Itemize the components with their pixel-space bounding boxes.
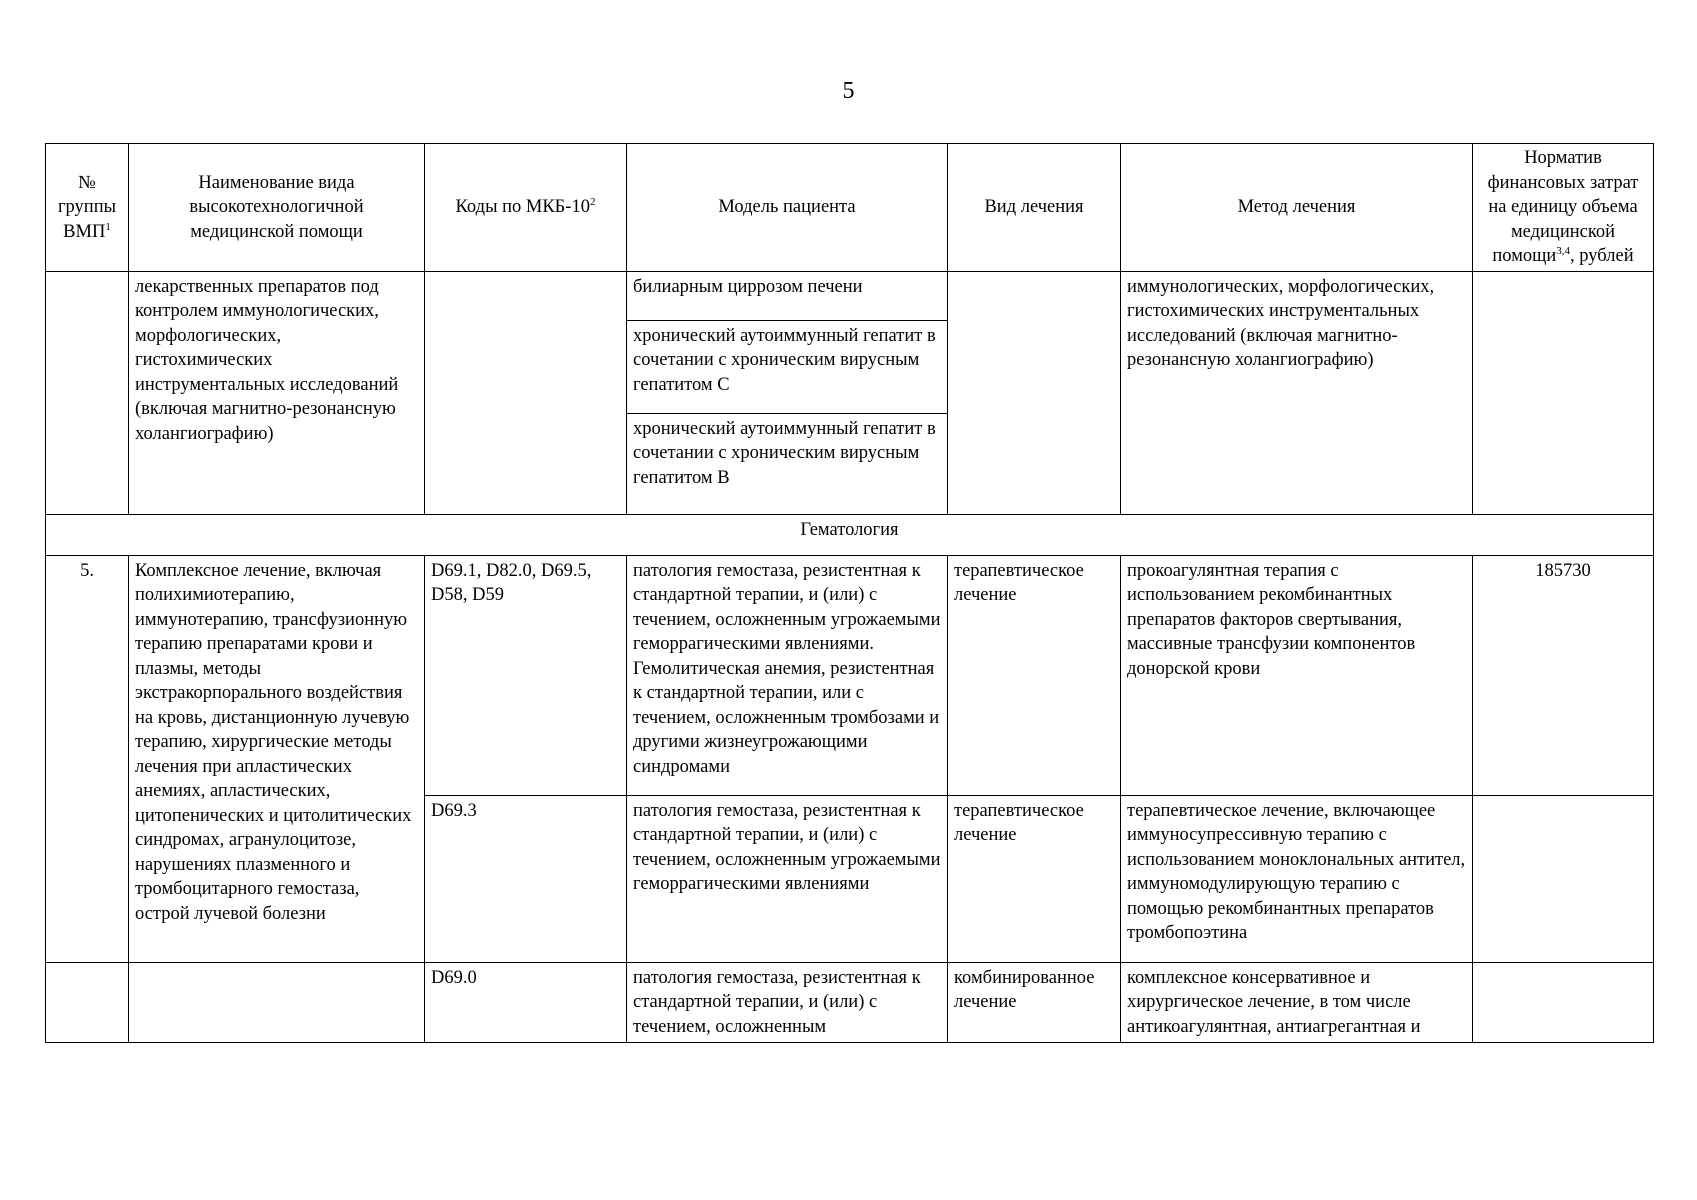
cell-care-name: Комплексное лечение, включая полихимиотерапию, иммунотерапию, трансфузионную терапию препаратами крови и плазмы, методы экстракорпорального воздействия на кровь, дистанционную лучевую терапию, хирургические методы лечения при апластических анемиях, апластических, цитопенических и цитолитических синдромах, агранулоцитозе, нарушениях плазменного и тромбоцитарного гемостаза, острой лучевой болезни bbox=[129, 555, 425, 962]
footnote-3-4: 3,4 bbox=[1556, 244, 1571, 257]
cell-norm bbox=[1473, 795, 1654, 962]
cell-patient-model: билиарным циррозом печени bbox=[627, 271, 948, 320]
cell-care-name bbox=[129, 962, 425, 1043]
cell-treatment-method: комплексное консервативное и хирургическое лечение, в том числе антикоагулянтная, антиагрегантная и bbox=[1121, 962, 1473, 1043]
footnote-1: 1 bbox=[105, 220, 111, 233]
cell-treatment-type: терапевтическое лечение bbox=[948, 555, 1121, 795]
cell-treatment-type bbox=[948, 271, 1121, 514]
header-patient-model: Модель пациента bbox=[627, 144, 948, 272]
table-header-row bbox=[46, 144, 1654, 272]
cell-group-number: 5. bbox=[46, 555, 129, 962]
table-row bbox=[46, 962, 1654, 1043]
header-group-word: группы bbox=[57, 197, 117, 217]
cell-group-number bbox=[46, 962, 129, 1043]
header-norm-text: Норматив финансовых затрат на единицу объема медицинской помощи bbox=[1487, 148, 1639, 266]
header-group-number bbox=[46, 144, 129, 272]
cell-codes: D69.0 bbox=[425, 962, 627, 1043]
cell-codes: D69.1, D82.0, D69.5, D58, D59 bbox=[425, 555, 627, 795]
cell-norm bbox=[1473, 271, 1654, 514]
cell-treatment-type: комбинированное лечение bbox=[948, 962, 1121, 1043]
vmp-table bbox=[45, 143, 1654, 1043]
page-number: 5 bbox=[842, 78, 855, 104]
cell-codes: D69.3 bbox=[425, 795, 627, 962]
footnote-2: 2 bbox=[589, 195, 596, 208]
header-care-name-text: Наименование вида высокотехнологичной медицинской помощи bbox=[189, 172, 364, 242]
cell-treatment-method: прокоагулянтная терапия с использованием рекомбинантных препаратов факторов свертывания, массивные трансфузии компонентов донорской крови bbox=[1121, 555, 1473, 795]
cell-patient-model: хронический аутоиммунный гепатит в сочетании с хроническим вирусным гепатитом С bbox=[627, 320, 948, 413]
header-norm-unit: , рублей bbox=[1570, 246, 1634, 266]
cell-patient-model: патология гемостаза, резистентная к стандартной терапии, и (или) с течением, осложненным угрожаемыми геморрагическими явлениями bbox=[627, 795, 948, 962]
cell-treatment-method: терапевтическое лечение, включающее иммуносупрессивную терапию с использованием моноклональных антител, иммуномодулирующую терапию с помощью рекомбинантных препаратов тромбопоэтина bbox=[1121, 795, 1473, 962]
cell-treatment-method: иммунологических, морфологических, гистохимических инструментальных исследований (включая магнитно-резонансную холангиографию) bbox=[1121, 271, 1473, 514]
cell-care-name: лекарственных препаратов под контролем иммунологических, морфологических, гистохимических инструментальных исследований (включая магнитно-резонансную холангиографию) bbox=[129, 271, 425, 514]
header-no-sign: № bbox=[78, 172, 96, 193]
table-row bbox=[46, 555, 1654, 795]
cell-norm bbox=[1473, 962, 1654, 1043]
header-vmp-word: ВМП bbox=[63, 221, 106, 242]
header-treatment-type: Вид лечения bbox=[948, 144, 1121, 272]
cell-patient-model: патология гемостаза, резистентная к стандартной терапии, и (или) с течением, осложненным угрожаемыми геморрагическими явлениями. Гемолитическая анемия, резистентная к стандартной терапии, или с течением, осложненным тромбозами и другими жизнеугрожающими синдромами bbox=[627, 555, 948, 795]
section-row bbox=[46, 514, 1654, 555]
cell-codes bbox=[425, 271, 627, 514]
cell-patient-model: хронический аутоиммунный гепатит в сочетании с хроническим вирусным гепатитом В bbox=[627, 413, 948, 514]
header-care-name bbox=[129, 144, 425, 272]
cell-patient-model: патология гемостаза, резистентная к стандартной терапии, и (или) с течением, осложненным bbox=[627, 962, 948, 1043]
header-icd-codes bbox=[425, 144, 627, 272]
header-icd-text: Коды по МКБ-10 bbox=[455, 197, 590, 217]
table-row bbox=[46, 271, 1654, 320]
header-norm bbox=[1473, 144, 1654, 272]
header-treatment-method: Метод лечения bbox=[1121, 144, 1473, 272]
cell-norm: 185730 bbox=[1473, 555, 1654, 795]
cell-group-number bbox=[46, 271, 129, 514]
cell-treatment-type: терапевтическое лечение bbox=[948, 795, 1121, 962]
section-title: Гематология bbox=[46, 514, 1654, 555]
